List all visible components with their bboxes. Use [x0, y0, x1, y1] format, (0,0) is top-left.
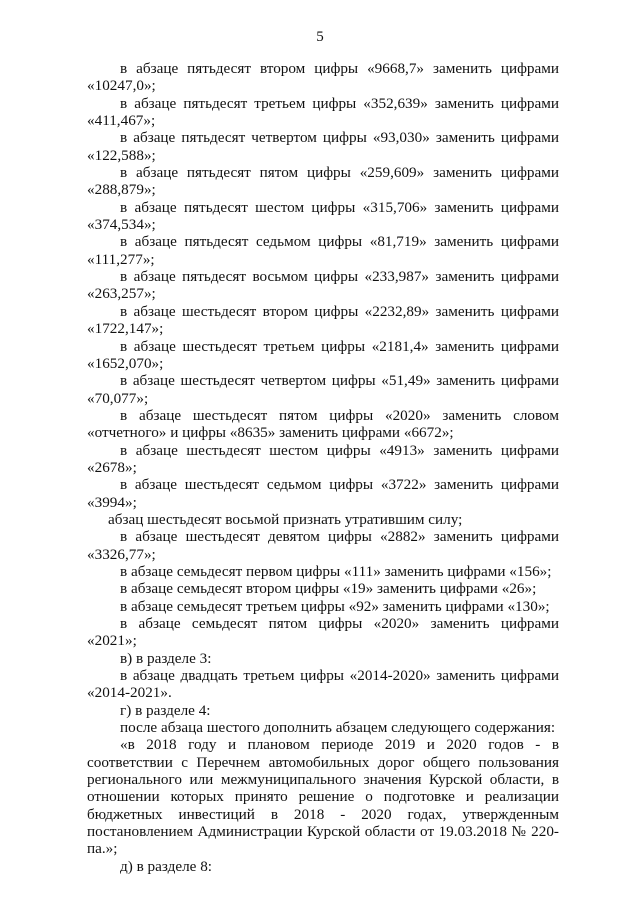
paragraph: в абзаце шестьдесят шестом цифры «4913» заменить цифрами «2678»; [87, 441, 559, 476]
paragraph: в абзаце пятьдесят восьмом цифры «233,987» заменить цифрами «263,257»; [87, 268, 559, 303]
page-number: 5 [316, 29, 324, 45]
section-heading: в) в разделе 3: [120, 649, 212, 667]
paragraph: в абзаце шестьдесят третьем цифры «2181,4» заменить цифрами «1652,070»; [87, 337, 559, 372]
paragraph: в абзаце шестьдесят девятом цифры «2882» заменить цифрами «3326,77»; [87, 528, 559, 563]
paragraph: в абзаце семьдесят пятом цифры «2020» заменить цифрами «2021»; [87, 615, 559, 650]
paragraph: в абзаце двадцать третьем цифры «2014-2020» заменить цифрами «2014-2021». [87, 667, 559, 702]
paragraph: абзац шестьдесят восьмой признать утратившим силу; [108, 510, 463, 528]
paragraph: в абзаце семьдесят первом цифры «111» заменить цифрами «156»; [120, 562, 552, 580]
paragraph: в абзаце семьдесят втором цифры «19» заменить цифрами «26»; [120, 580, 537, 598]
section-heading: г) в разделе 4: [120, 701, 211, 719]
paragraph: в абзаце пятьдесят седьмом цифры «81,719» заменить цифрами «111,277»; [87, 233, 559, 268]
paragraph: в абзаце пятьдесят третьем цифры «352,639» заменить цифрами «411,467»; [87, 94, 559, 130]
paragraph: в абзаце пятьдесят шестом цифры «315,706» заменить цифрами «374,534»; [87, 198, 559, 234]
paragraph: в абзаце шестьдесят пятом цифры «2020» заменить словом «отчетного» и цифры «8635» заменить цифрами «6672»; [87, 406, 559, 442]
paragraph: в абзаце пятьдесят пятом цифры «259,609» заменить цифрами «288,879»; [87, 164, 559, 199]
paragraph: в абзаце пятьдесят четвертом цифры «93,030» заменить цифрами «122,588»; [87, 129, 559, 164]
paragraph: в абзаце шестьдесят четвертом цифры «51,49» заменить цифрами «70,077»; [87, 372, 559, 407]
paragraph: в абзаце шестьдесят втором цифры «2232,89» заменить цифрами «1722,147»; [87, 302, 559, 338]
section-heading: д) в разделе 8: [120, 857, 213, 875]
document-body [87, 60, 559, 875]
paragraph: в абзаце семьдесят третьем цифры «92» заменить цифрами «130»; [120, 597, 550, 615]
paragraph: после абзаца шестого дополнить абзацем следующего содержания: [120, 719, 556, 737]
quoted-paragraph: «в 2018 году и плановом периоде 2019 и 2020 годов - в соответствии с Перечнем автомобильных дорог общего пользования регионального или межмуниципального значения Курской области, в отношении которых принято решение о подготовке и реализации бюджетных инвестиций в 2018 - 2020 годах, утвержденным постановлением Администрации Курской области от 19.03.2018 № 220-па.»; [87, 736, 559, 858]
paragraph: в абзаце шестьдесят седьмом цифры «3722» заменить цифрами «3994»; [87, 476, 559, 511]
paragraph: в абзаце пятьдесят втором цифры «9668,7» заменить цифрами «10247,0»; [87, 60, 559, 95]
